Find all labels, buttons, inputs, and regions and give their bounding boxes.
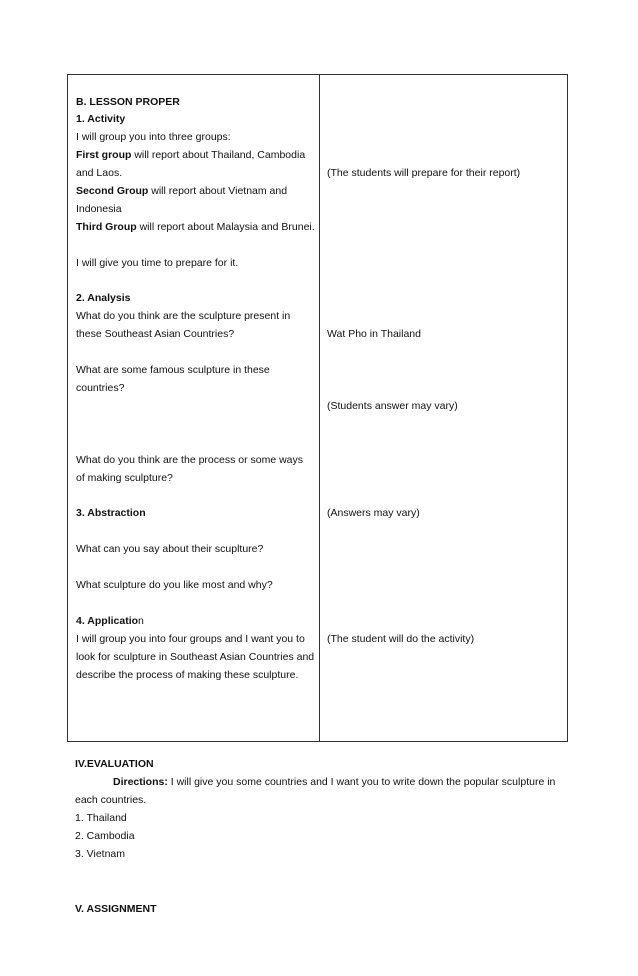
second-group-text: will report about Vietnam and <box>148 185 288 197</box>
second-group-line <box>76 185 287 198</box>
third-group-label: Third Group <box>76 221 137 233</box>
analysis-q2-line1: What are some famous sculpture in these <box>76 364 270 376</box>
first-group-line <box>76 149 305 162</box>
lesson-table <box>67 74 568 742</box>
first-group-text-cont: and Laos. <box>76 167 123 179</box>
abstraction-q2: What sculpture do you like most and why? <box>76 579 273 591</box>
directions-label: Directions: <box>113 776 168 788</box>
analysis-q3-line1: What do you think are the process or some ways <box>76 454 304 466</box>
application-line3: describe the process of making these sculpture. <box>76 669 299 681</box>
evaluation-item-3: 3. Vietnam <box>75 848 126 860</box>
abstraction-answer: (Answers may vary) <box>327 507 420 519</box>
analysis-q3-line2: of making sculpture? <box>76 472 173 484</box>
activity-student-response: (The students will prepare for their report) <box>327 167 521 179</box>
third-group-line <box>76 221 315 234</box>
second-group-text-cont: Indonesia <box>76 203 122 215</box>
prep-text: I will give you time to prepare for it. <box>76 257 239 269</box>
analysis-q1-line2: these Southeast Asian Countries? <box>76 328 235 340</box>
lesson-proper-heading: B. LESSON PROPER <box>76 96 180 108</box>
evaluation-item-2: 2. Cambodia <box>75 830 135 842</box>
analysis-answer-1: Wat Pho in Thailand <box>327 328 421 340</box>
activity-intro: I will group you into three groups: <box>76 131 231 143</box>
application-title-bold: 4. Applicatio <box>76 615 139 627</box>
second-group-label: Second Group <box>76 185 149 197</box>
activity-title: 1. Activity <box>76 113 126 125</box>
directions-text: I will give you some countries and I want you to write down the popular sculpture in <box>167 776 556 788</box>
analysis-q1-line1: What do you think are the sculpture present in <box>76 310 291 322</box>
third-group-text: will report about Malaysia and Brunei. <box>136 221 315 233</box>
application-title-rest: n <box>138 615 144 627</box>
abstraction-q1: What can you say about their scuplture? <box>76 543 264 555</box>
first-group-label: First group <box>76 149 132 161</box>
evaluation-heading: IV.EVALUATION <box>75 758 154 770</box>
evaluation-item-1: 1. Thailand <box>75 812 127 824</box>
analysis-q2-line2: countries? <box>76 382 125 394</box>
directions-cont: each countries. <box>75 794 147 806</box>
analysis-title: 2. Analysis <box>76 292 131 304</box>
abstraction-title: 3. Abstraction <box>76 507 146 519</box>
assignment-heading: V. ASSIGNMENT <box>75 903 157 915</box>
analysis-answer-2: (Students answer may vary) <box>327 400 458 412</box>
first-group-text: will report about Thailand, Cambodia <box>131 149 306 161</box>
evaluation-directions <box>113 776 555 789</box>
application-response: (The student will do the activity) <box>327 633 475 645</box>
application-line2: look for sculpture in Southeast Asian Countries and <box>76 651 315 663</box>
application-line1: I will group you into four groups and I want you to <box>76 633 305 645</box>
application-title <box>76 615 144 628</box>
column-divider <box>319 75 320 741</box>
